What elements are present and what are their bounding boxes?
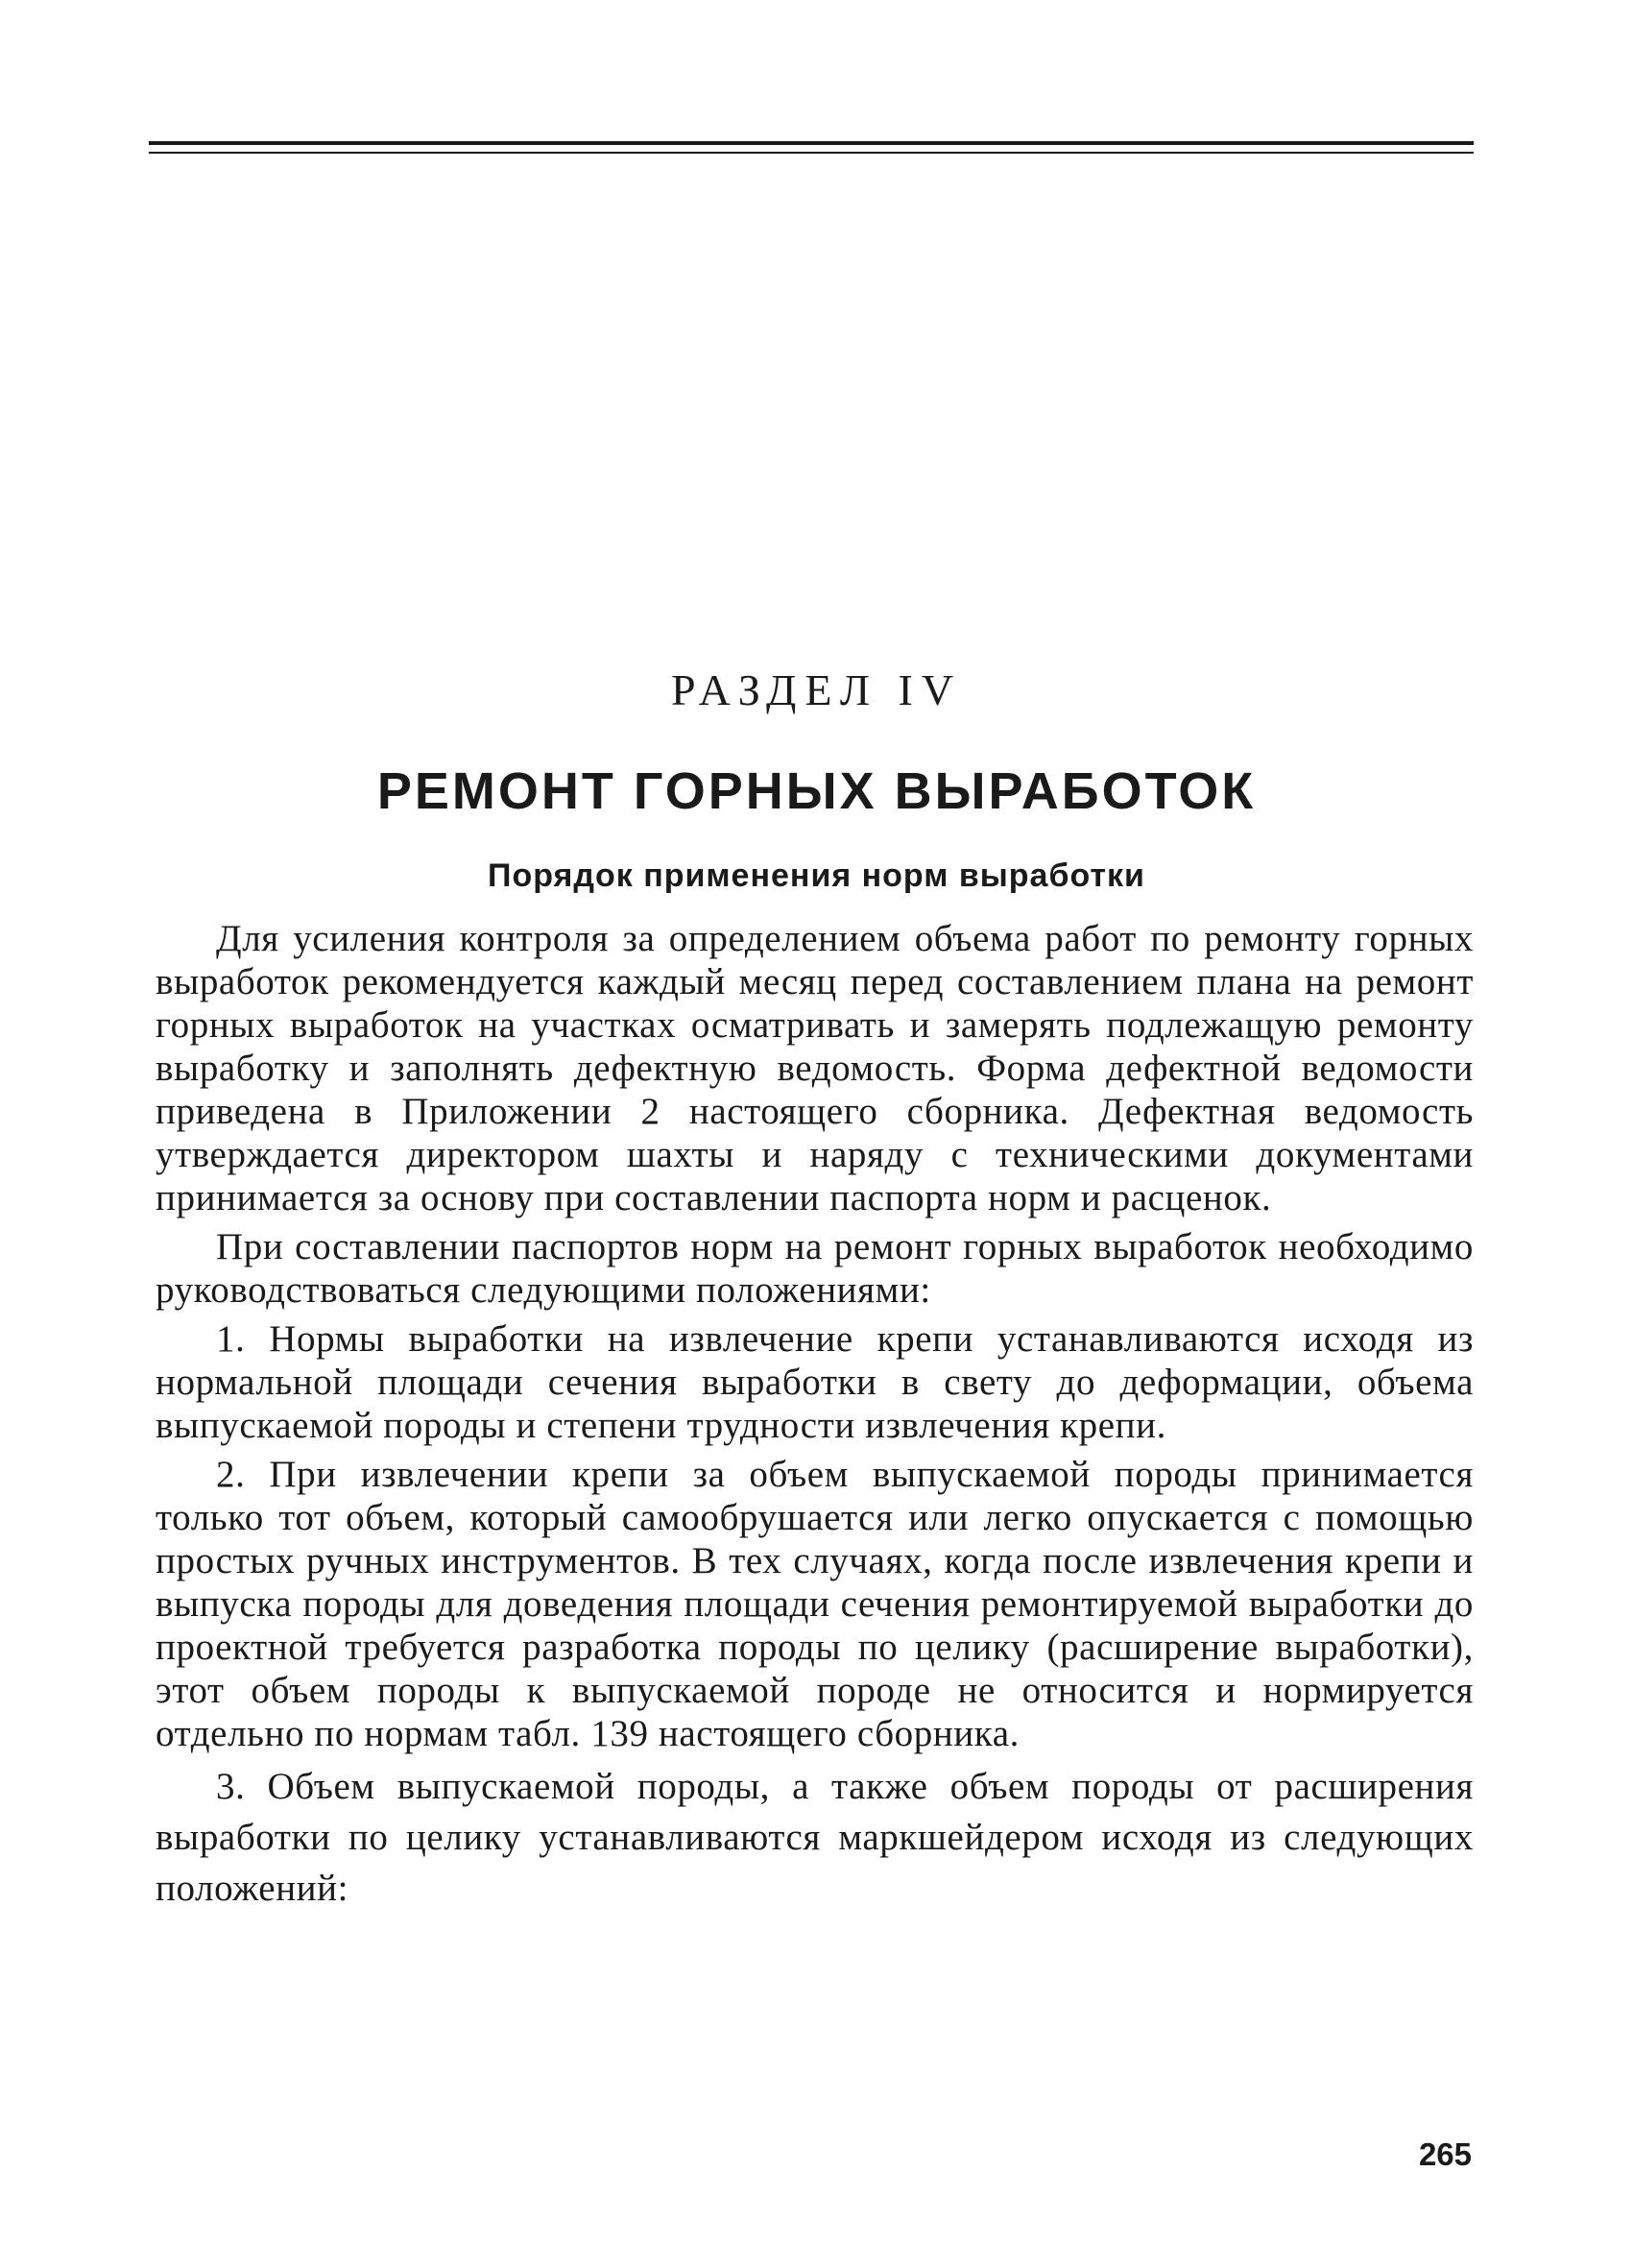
- body-text: [156, 917, 1474, 1919]
- paragraph-rule-3: 3. Объем выпускаемой породы, а также объем породы от расширения выработки по целику устанавливаются маркшейдером исходя из следующих положений:: [156, 1766, 1474, 1909]
- subsection-title: Порядок применения норм выработки: [488, 857, 1145, 894]
- section-title: РЕМОНТ ГОРНЫХ ВЫРАБОТОК: [376, 762, 1257, 820]
- section-label: РАЗДЕЛ IV: [670, 665, 963, 714]
- paragraph-intro: Для усиления контроля за определением объема работ по ремонту горных выработок рекомендуется каждый месяц перед составлением плана на ремонт горных выработок на участках осматривать и замерять подлежащую ремонту выработку и заполнять дефектную ведомость. Форма дефектной ведомости приведена в Приложении 2 настоящего сборника. Дефектная ведомость утверждается директором шахты и наряду с техническими документами принимается за основу при составлении паспорта норм и расценок.: [156, 918, 1474, 1218]
- paragraph-rule-1: 1. Нормы выработки на извлечение крепи устанавливаются исходя из нормальной площади сечения выработки в свету до деформации, объема выпускаемой породы и степени трудности извлечения крепи.: [156, 1318, 1474, 1446]
- top-rule-thin: [149, 152, 1474, 154]
- paragraph-rule-2: 2. При извлечении крепи за объем выпускаемой породы принимается только тот объем, который самообрушается или легко опускается с помощью простых ручных инструментов. В тех случаях, когда после извлечения крепи и выпуска породы для доведения площади сечения ремонтируемой выработки до проектной требуется разработка породы по целику (расширение выработки), этот объем породы к выпускаемой породе не относится и нормируется отдельно по нормам табл. 139 настоящего сборника.: [156, 1454, 1474, 1754]
- page-number: 265: [1418, 2136, 1472, 2172]
- paragraph-passport-rules: При составлении паспортов норм на ремонт горных выработок необходимо руководствоваться следующими положениями:: [156, 1226, 1474, 1311]
- top-rule-thick: [149, 141, 1474, 145]
